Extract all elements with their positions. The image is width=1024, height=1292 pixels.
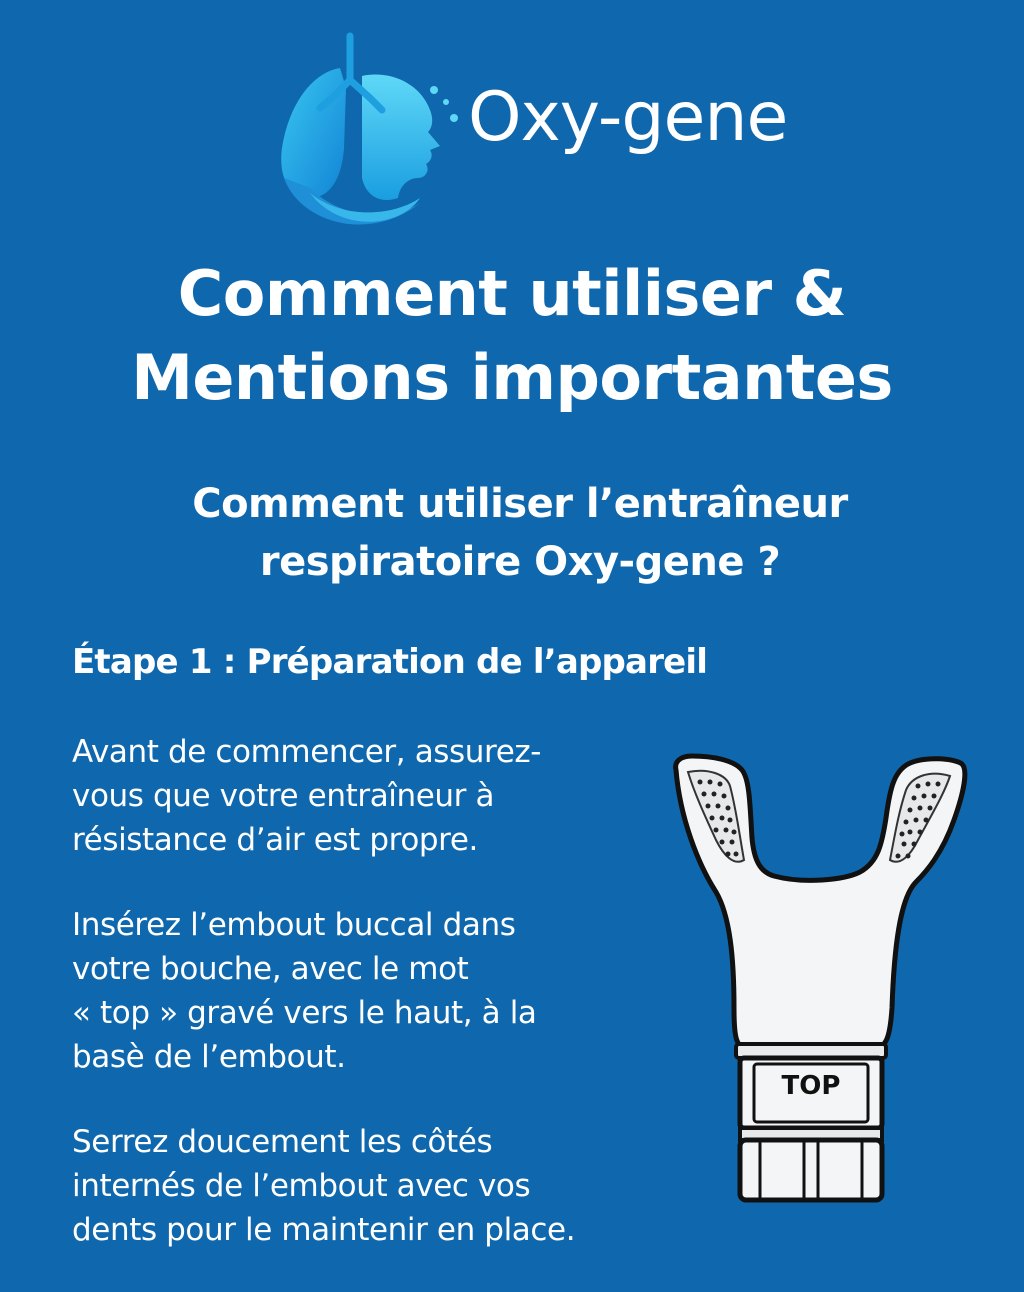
logo: [270, 28, 850, 238]
lungs-face-logo-icon: [270, 28, 470, 238]
paragraph-line: vous que votre entraîneur à: [72, 778, 495, 814]
mouthpiece-illustration: [664, 748, 974, 1208]
paragraph-line: Insérez l’embout buccal dans: [72, 907, 516, 943]
step-heading: Étape 1 : Préparation de l’appareil: [72, 642, 708, 682]
paragraph-line: dents pour le maintenir en place.: [72, 1212, 576, 1248]
paragraph-line: basè de l’embout.: [72, 1039, 346, 1075]
brand-name: Oxy-gene: [468, 78, 788, 157]
section-title: [0, 475, 1024, 591]
page-title-line-2: Mentions importantes: [131, 341, 893, 414]
page-title-line-1: Comment utiliser &: [177, 257, 847, 330]
paragraph-line: Serrez doucement les côtés: [72, 1124, 493, 1160]
instruction-paragraph: [72, 903, 652, 1079]
instruction-paragraph: [72, 1120, 652, 1252]
paragraph-line: votre bouche, avec le mot: [72, 951, 469, 987]
paragraph-line: Avant de commencer, assurez-: [72, 734, 542, 770]
paragraph-line: internés de l’embout avec vos: [72, 1168, 531, 1204]
section-title-line-1: Comment utiliser l’entraîneur: [192, 481, 848, 527]
section-title-line-2: respiratoire Oxy-gene ?: [259, 539, 781, 585]
instruction-paragraph: [72, 730, 652, 862]
paragraph-line: résistance d’air est propre.: [72, 822, 478, 858]
paragraph-line: « top » gravé vers le haut, à la: [72, 995, 537, 1031]
top-label: TOP: [781, 1071, 841, 1101]
page-title: [0, 252, 1024, 420]
